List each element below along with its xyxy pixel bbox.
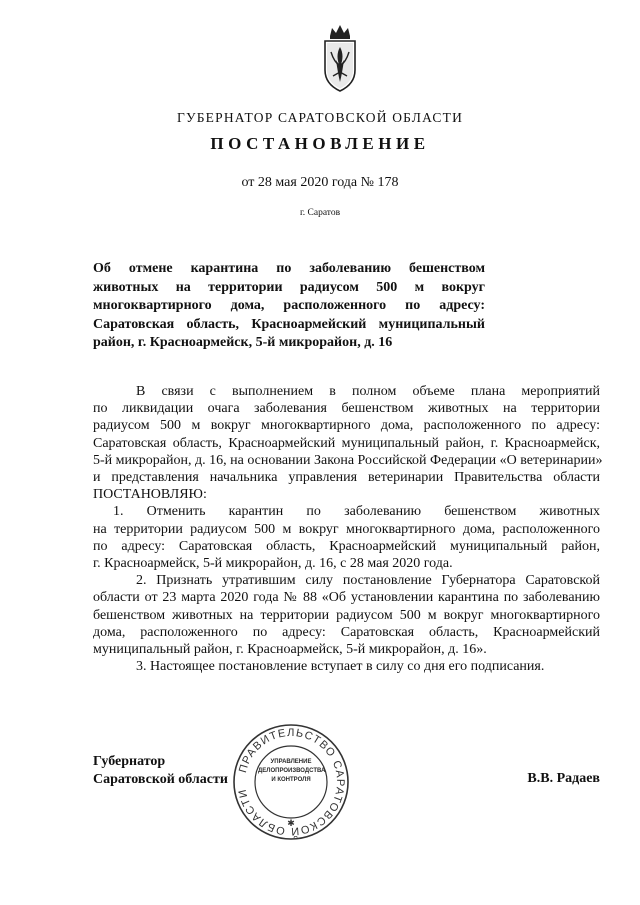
seal-inner-text bbox=[258, 758, 324, 785]
subject-line: многоквартирного дома, расположенного по адресу: bbox=[93, 298, 485, 313]
body-line: области от 23 марта 2020 года № 88 «Об установлении карантина по заболеванию bbox=[93, 590, 600, 606]
document-type-title: ПОСТАНОВЛЕНИЕ bbox=[210, 134, 430, 153]
subject-line: животных на территории радиусом 500 м вокруг bbox=[93, 279, 485, 295]
body-line: 5-й микрорайон, д. 16, на основании Закона Российской Федерации «О ветеринарии» bbox=[93, 452, 603, 468]
seal-inner-line: И КОНТРОЛЯ bbox=[271, 777, 311, 783]
body-line: дома, расположенного по адресу: Саратовская область, Красноармейский bbox=[93, 624, 600, 640]
body-line: В связи с выполнением в полном объеме плана мероприятий bbox=[136, 384, 600, 399]
signatory-name: В.В. Радаев bbox=[527, 771, 600, 786]
issuing-authority: ГУБЕРНАТОР САРАТОВСКОЙ ОБЛАСТИ bbox=[176, 110, 464, 125]
seal-inner-line: ДЕЛОПРОИЗВОДСТВА bbox=[258, 768, 326, 774]
body-line: и представления начальника управления ветеринарии Правительства области bbox=[93, 470, 600, 486]
svg-text:ПРАВИТЕЛЬСТВО САРАТОВСКОЙ ОБЛА: ПРАВИТЕЛЬСТВО САРАТОВСКОЙ ОБЛАСТИ bbox=[236, 726, 347, 838]
coat-of-arms-icon bbox=[318, 22, 362, 94]
subject-line: Саратовская область, Красноармейский муниципальный bbox=[93, 316, 485, 332]
subject-line: район, г. Красноармейск, 5-й микрорайон, д. 16 bbox=[93, 335, 393, 350]
body-line: ПОСТАНОВЛЯЮ: bbox=[93, 487, 207, 503]
body-line: по адресу: Саратовская область, Красноармейский муниципальный район, bbox=[93, 538, 600, 554]
body-line: по ликвидации очага заболевания бешенством животных на территории bbox=[93, 401, 600, 417]
document-subject bbox=[93, 260, 485, 353]
body-line: 1. Отменить карантин по заболеванию бешенством животных bbox=[113, 504, 600, 520]
body-line: г. Красноармейск, 5-й микрорайон, д. 16, с 28 мая 2020 года. bbox=[93, 556, 453, 572]
body-line: муниципальный район, г. Красноармейск, 5-й микрорайон, д. 16». bbox=[93, 642, 487, 658]
signatory-title-line: Губернатор bbox=[93, 754, 166, 769]
svg-text:✱: ✱ bbox=[287, 818, 295, 828]
body-line: 2. Признать утратившим силу постановление Губернатора Саратовской bbox=[136, 573, 600, 589]
document-date-number: от 28 мая 2020 года № 178 bbox=[241, 175, 399, 190]
seal-inner-line: УПРАВЛЕНИЕ bbox=[270, 759, 312, 765]
body-line: на территории радиусом 500 м вокруг многоквартирного дома, расположенного bbox=[93, 521, 600, 537]
signatory-title-line: Саратовской области bbox=[93, 772, 228, 787]
subject-line: Об отмене карантина по заболеванию бешенством bbox=[93, 261, 485, 276]
document-body bbox=[93, 383, 603, 675]
document-city: г. Саратов bbox=[299, 208, 341, 218]
body-line: 3. Настоящее постановление вступает в силу со дня его подписания. bbox=[136, 659, 545, 675]
body-line: Саратовская область, Красноармейский муниципальный район, г. Красноармейск, bbox=[93, 435, 600, 451]
body-line: радиусом 500 м вокруг многоквартирного дома, расположенного по адресу: bbox=[93, 418, 600, 434]
signatory-title bbox=[93, 753, 228, 789]
body-line: бешенством животных на территории радиусом 500 м вокруг многоквартирного bbox=[93, 607, 600, 623]
